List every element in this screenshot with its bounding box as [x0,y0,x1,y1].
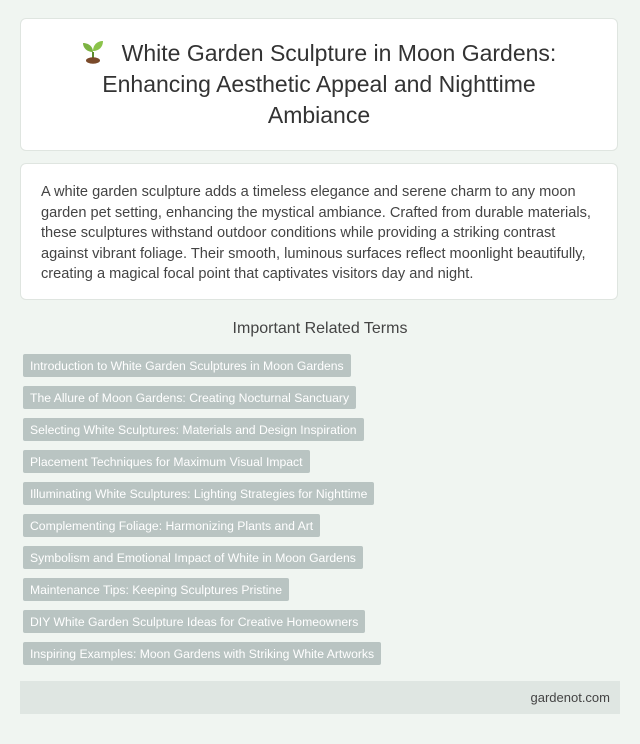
related-terms-heading: Important Related Terms [232,320,408,337]
related-term-tag[interactable]: Illuminating White Sculptures: Lighting Strategies for Nighttime [23,482,374,505]
related-term-tag[interactable]: Placement Techniques for Maximum Visual Impact [23,450,310,473]
related-term-tag[interactable]: Maintenance Tips: Keeping Sculptures Pristine [23,578,289,601]
footer-site-link[interactable]: gardenot.com [530,690,610,705]
footer [20,681,620,714]
related-term-tag[interactable]: Selecting White Sculptures: Materials and Design Inspiration [23,418,364,441]
related-terms-list [23,354,617,674]
page-title [51,38,587,131]
sprout-icon [82,38,104,64]
related-term-tag[interactable]: DIY White Garden Sculpture Ideas for Creative Homeowners [23,610,365,633]
related-term-tag[interactable]: Complementing Foliage: Harmonizing Plants and Art [23,514,320,537]
related-term-tag[interactable]: Introduction to White Garden Sculptures in Moon Gardens [23,354,351,377]
summary-text: A white garden sculpture adds a timeless elegance and serene charm to any moon garden pet setting, enhancing the mystical ambiance. Crafted from durable materials, these sculptures withstand outdoor conditions while providing a striking contrast against vibrant foliage. Their smooth, luminous surfaces reflect moonlight beautifully, creating a magical focal point that captivates visitors day and night. [41,184,591,282]
related-term-tag[interactable]: Symbolism and Emotional Impact of White in Moon Gardens [23,546,363,569]
summary-card [20,163,618,300]
title-card [20,18,618,151]
related-term-tag[interactable]: Inspiring Examples: Moon Gardens with Striking White Artworks [23,642,381,665]
related-term-tag[interactable]: The Allure of Moon Gardens: Creating Nocturnal Sanctuary [23,386,356,409]
page-title-text: White Garden Sculpture in Moon Gardens: Enhancing Aesthetic Appeal and Nighttime Ambiance [102,40,557,128]
